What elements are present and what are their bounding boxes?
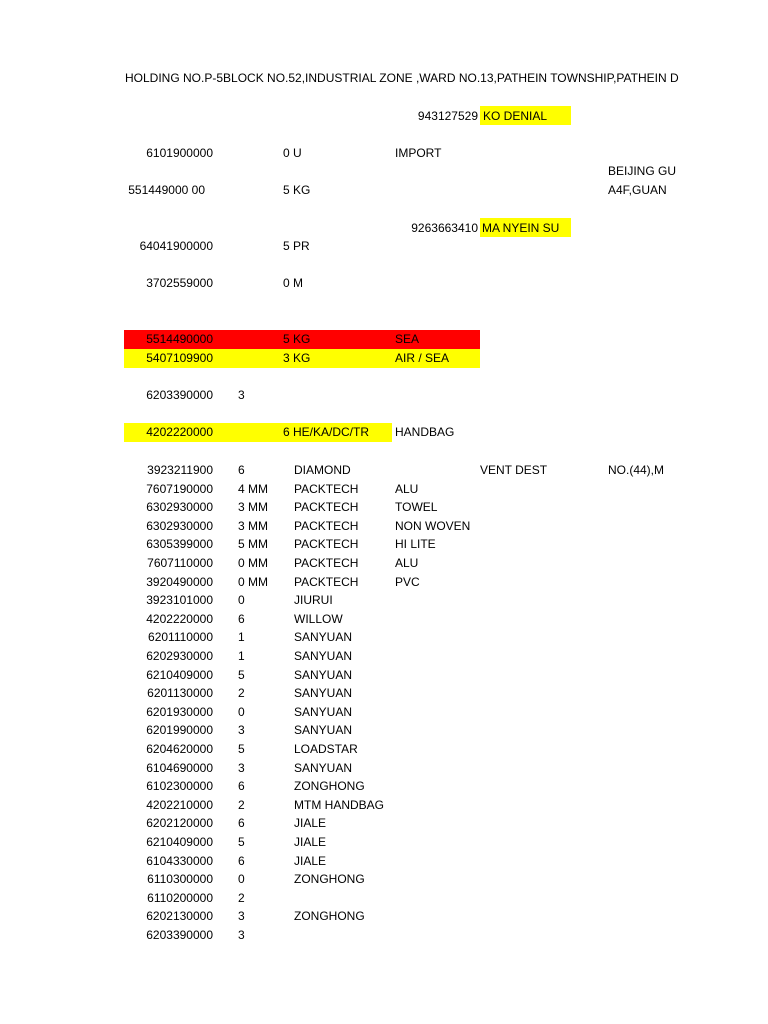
side-text-line1: BEIJING GU bbox=[608, 164, 677, 178]
item-qty: 2 bbox=[238, 798, 245, 812]
item-code: 6104330000 bbox=[146, 854, 213, 868]
item-qty: 3 bbox=[238, 909, 245, 923]
item-code: 6201930000 bbox=[146, 705, 213, 719]
item-code: 6210409000 bbox=[146, 835, 213, 849]
entry-qty: 5 KG bbox=[283, 183, 311, 197]
item-qty: 4 MM bbox=[238, 482, 268, 496]
entry-code: 6101900000 bbox=[146, 146, 213, 160]
item-qty: 1 bbox=[238, 649, 245, 663]
address-ref-label: NO.(44),M bbox=[608, 463, 665, 477]
item-product: HI LITE bbox=[395, 537, 436, 551]
entry-code: 5407109900 bbox=[146, 351, 213, 365]
item-code: 6110200000 bbox=[147, 891, 213, 905]
item-qty: 0 bbox=[238, 593, 245, 607]
item-qty: 0 bbox=[238, 705, 245, 719]
item-supplier: SANYUAN bbox=[294, 705, 353, 719]
item-supplier: JIALE bbox=[294, 816, 327, 830]
item-qty: 3 MM bbox=[238, 500, 268, 514]
item-supplier: SANYUAN bbox=[294, 649, 353, 663]
entry-qty: 3 bbox=[238, 388, 245, 402]
item-qty: 1 bbox=[238, 630, 245, 644]
item-code: 6204620000 bbox=[146, 742, 213, 756]
item-code: 6305399000 bbox=[146, 537, 213, 551]
item-code: 6102300000 bbox=[146, 779, 213, 793]
item-code: 3923211900 bbox=[147, 463, 213, 477]
side-text-line2: A4F,GUAN bbox=[608, 183, 667, 197]
item-supplier: WILLOW bbox=[294, 612, 343, 626]
item-supplier: JIALE bbox=[294, 835, 327, 849]
entry-code: 4202220000 bbox=[146, 425, 213, 439]
item-code: 7607110000 bbox=[147, 556, 213, 570]
contact-name: MA NYEIN SU bbox=[482, 221, 560, 235]
item-supplier: SANYUAN bbox=[294, 630, 353, 644]
item-product: ALU bbox=[395, 482, 419, 496]
item-code: 6201110000 bbox=[148, 630, 213, 644]
item-qty: 5 MM bbox=[238, 537, 268, 551]
item-supplier: SANYUAN bbox=[294, 761, 353, 775]
item-qty: 3 MM bbox=[238, 519, 268, 533]
entry-code: 6203390000 bbox=[146, 388, 213, 402]
item-supplier: JIALE bbox=[294, 854, 327, 868]
item-code: 3923101000 bbox=[146, 593, 213, 607]
item-code: 6210409000 bbox=[146, 668, 213, 682]
item-supplier: ZONGHONG bbox=[294, 872, 365, 886]
item-supplier: PACKTECH bbox=[294, 556, 359, 570]
item-supplier: ZONGHONG bbox=[294, 779, 365, 793]
entry-mode: SEA bbox=[395, 332, 420, 346]
item-qty: 2 bbox=[238, 891, 245, 905]
item-supplier: SANYUAN bbox=[294, 686, 353, 700]
entry-type: HANDBAG bbox=[395, 425, 455, 439]
item-code: 6203390000 bbox=[146, 928, 213, 942]
item-qty: 0 MM bbox=[238, 575, 268, 589]
item-code: 6202930000 bbox=[146, 649, 213, 663]
entry-code: 5514490000 bbox=[146, 332, 213, 346]
item-code: 7607190000 bbox=[146, 482, 213, 496]
contact-name: KO DENIAL bbox=[483, 109, 548, 123]
item-supplier: MTM HANDBAG bbox=[294, 798, 384, 812]
entry-code: 3702559000 bbox=[146, 276, 213, 290]
item-product: ALU bbox=[395, 556, 419, 570]
item-supplier: ZONGHONG bbox=[294, 909, 365, 923]
item-supplier: LOADSTAR bbox=[294, 742, 358, 756]
item-supplier: PACKTECH bbox=[294, 537, 359, 551]
item-qty: 2 bbox=[238, 686, 245, 700]
item-qty: 6 bbox=[238, 612, 245, 626]
item-code: 4202210000 bbox=[146, 798, 213, 812]
entry-qty: 3 KG bbox=[283, 351, 311, 365]
address-header: HOLDING NO.P-5BLOCK NO.52,INDUSTRIAL ZONE ,WARD NO.13,PATHEIN TOWNSHIP,PATHEIN D bbox=[125, 71, 679, 85]
entry-qty: 5 KG bbox=[283, 332, 311, 346]
item-qty: 6 bbox=[238, 779, 245, 793]
item-qty: 5 bbox=[238, 835, 245, 849]
item-code: 6202120000 bbox=[146, 816, 213, 830]
item-product: NON WOVEN bbox=[395, 519, 471, 533]
entry-qty: 6 HE/KA/DC/TR bbox=[283, 425, 370, 439]
item-code: 6302930000 bbox=[146, 500, 213, 514]
item-qty: 0 MM bbox=[238, 556, 268, 570]
item-supplier: JIURUI bbox=[294, 593, 333, 607]
item-code: 6110300000 bbox=[147, 872, 213, 886]
entry-code: 64041900000 bbox=[139, 239, 213, 253]
item-qty: 3 bbox=[238, 761, 245, 775]
item-code: 6202130000 bbox=[146, 909, 213, 923]
item-code: 6201130000 bbox=[147, 686, 213, 700]
item-supplier: SANYUAN bbox=[294, 723, 353, 737]
contact-phone: 943127529 bbox=[417, 109, 478, 123]
item-code: 6104690000 bbox=[146, 761, 213, 775]
item-supplier: DIAMOND bbox=[294, 463, 351, 477]
item-supplier: PACKTECH bbox=[294, 519, 359, 533]
item-code: 4202220000 bbox=[146, 612, 213, 626]
entry-qty: 0 M bbox=[283, 276, 304, 290]
item-supplier: PACKTECH bbox=[294, 575, 359, 589]
item-qty: 3 bbox=[238, 723, 245, 737]
vent-dest-label: VENT DEST bbox=[480, 463, 548, 477]
entry-type: IMPORT bbox=[395, 146, 442, 160]
entry-mode: AIR / SEA bbox=[395, 351, 450, 365]
item-qty: 6 bbox=[238, 816, 245, 830]
item-code: 6302930000 bbox=[146, 519, 213, 533]
entry-code: 551449000 00 bbox=[128, 183, 205, 197]
item-supplier: SANYUAN bbox=[294, 668, 353, 682]
item-qty: 0 bbox=[238, 872, 245, 886]
item-product: TOWEL bbox=[395, 500, 438, 514]
item-qty: 6 bbox=[238, 854, 245, 868]
entry-qty: 5 PR bbox=[283, 239, 310, 253]
item-product: PVC bbox=[395, 575, 420, 589]
item-qty: 6 bbox=[238, 463, 245, 477]
item-qty: 3 bbox=[238, 928, 245, 942]
item-code: 3920490000 bbox=[146, 575, 213, 589]
contact-phone: 9263663410 bbox=[411, 221, 478, 235]
item-qty: 5 bbox=[238, 742, 245, 756]
item-supplier: PACKTECH bbox=[294, 500, 359, 514]
item-qty: 5 bbox=[238, 668, 245, 682]
item-code: 6201990000 bbox=[146, 723, 213, 737]
item-supplier: PACKTECH bbox=[294, 482, 359, 496]
entry-qty: 0 U bbox=[283, 146, 302, 160]
